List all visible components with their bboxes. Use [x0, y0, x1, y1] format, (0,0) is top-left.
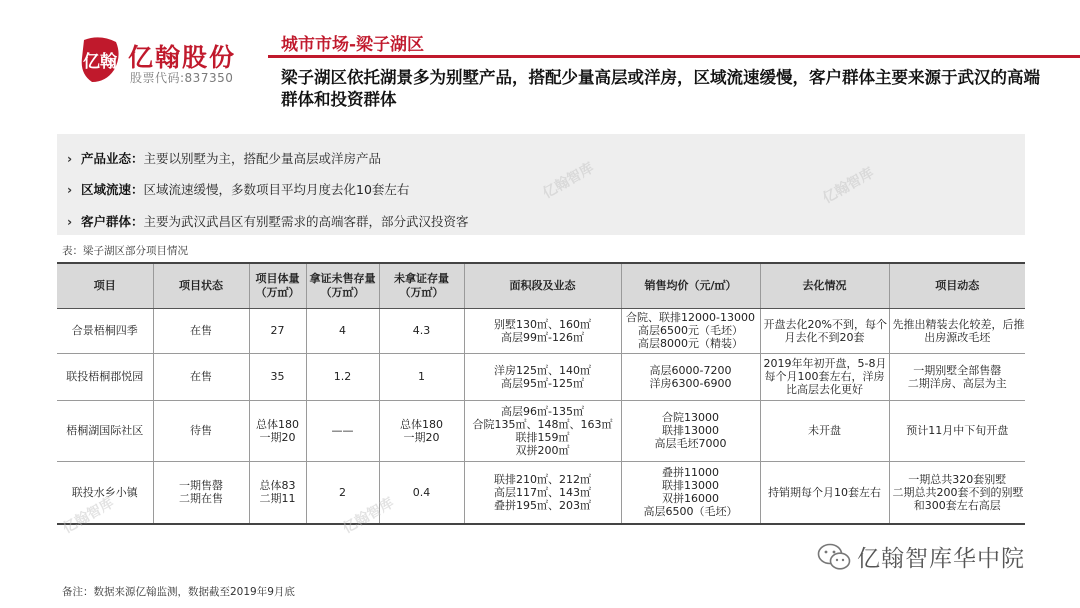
table-cell: [306, 308, 379, 353]
table-cell: [379, 400, 464, 461]
column-header: [379, 263, 464, 308]
summary-label: 区域流速：: [81, 182, 144, 197]
cell-text: 待售: [190, 424, 212, 437]
summary-item-product: [67, 149, 381, 167]
table-cell: [57, 461, 153, 524]
cell-text: 叠拼195㎡、203㎡: [494, 498, 591, 512]
wechat-account: [817, 540, 1025, 573]
table-cell: [621, 353, 760, 400]
cell-text: 别墅130㎡、160㎡: [494, 317, 591, 331]
cell-text: 和300套左右高层: [913, 498, 1001, 512]
cell-text: 开盘去化20%不到，每个: [763, 317, 887, 331]
watermark: 亿翰智库: [340, 494, 397, 537]
summary-item-flow: [67, 180, 409, 198]
cell-text: 二期洋房、高层为主: [907, 376, 1007, 390]
table-cell: [760, 461, 889, 524]
header-text: 去化情况: [802, 278, 847, 292]
table-cell: [153, 308, 249, 353]
watermark: 亿翰智库: [60, 494, 117, 537]
table-cell: [379, 353, 464, 400]
cell-text: 未开盘: [808, 424, 841, 437]
column-header: [621, 263, 760, 308]
cell-text: 在售: [190, 370, 212, 383]
logo-name: 亿翰股份: [128, 43, 237, 72]
cell-text: 高层8000元（精装）: [638, 337, 743, 350]
table-cell: [889, 461, 1025, 524]
table-cell: [153, 400, 249, 461]
table-cell: [621, 461, 760, 524]
table-cell: [249, 400, 306, 461]
cell-text: 合院135㎡、148㎡、163㎡: [472, 417, 613, 431]
cell-text: 高层毛坯7000: [654, 437, 727, 450]
cell-text: 35: [270, 370, 285, 383]
cell-text: 联排159㎡: [515, 430, 570, 444]
table-cell: [306, 353, 379, 400]
column-header: [306, 263, 379, 308]
cell-text: 每个月100套左右，洋房: [764, 370, 885, 383]
cell-text: 合院、联排12000-13000: [626, 311, 755, 324]
header-text: 未拿证存量: [394, 271, 449, 285]
cell-text: 二期11: [259, 492, 296, 506]
table-cell: [464, 461, 621, 524]
header-text: 拿证未售存量: [309, 271, 376, 285]
table-row: [57, 400, 1025, 461]
header-text: 项目状态: [179, 278, 223, 292]
table-cell: [889, 308, 1025, 353]
table-cell: [464, 353, 621, 400]
cell-text: 联排13000: [662, 479, 719, 493]
cell-text: 预计11月中下旬开盘: [906, 424, 1009, 437]
cell-text: 一期总共320套别墅: [908, 472, 1007, 486]
cell-text: 高层6000-7200: [649, 363, 732, 377]
footer-note: 备注：数据来源亿翰监测，数据截至2019年9月底: [62, 586, 295, 598]
cell-text: 联排210㎡、212㎡: [494, 472, 591, 486]
cell-text: 合景梧桐四季: [71, 324, 138, 337]
header-text: 销售均价（元/㎡）: [644, 278, 737, 292]
cell-text: 总体180: [400, 417, 443, 431]
table-cell: [57, 308, 153, 353]
table-cell: [153, 461, 249, 524]
wechat-icon: [817, 543, 851, 571]
column-header: [153, 263, 249, 308]
table-cell: [306, 461, 379, 524]
company-logo: [78, 36, 268, 86]
table-cell: [379, 461, 464, 524]
table-cell: [379, 308, 464, 353]
table-caption: 表：梁子湖区部分项目情况: [62, 245, 188, 257]
cell-text: 洋房125㎡、140㎡: [494, 363, 591, 377]
table-cell: [153, 353, 249, 400]
cell-text: 高层6500（毛坯）: [643, 505, 738, 519]
watermark: 亿翰智库: [820, 164, 877, 207]
table-cell: [889, 353, 1025, 400]
section-title: 城市市场-梁子湖区: [281, 35, 425, 55]
column-header: [464, 263, 621, 308]
cell-text: ——: [331, 424, 354, 437]
column-header: [889, 263, 1025, 308]
cell-text: 高层117㎡、143㎡: [494, 485, 591, 499]
summary-text: 主要以别墅为主，搭配少量高层或洋房产品: [143, 151, 382, 166]
cell-text: 联排13000: [662, 424, 719, 437]
cell-text: 合院13000: [662, 411, 719, 424]
column-header: [760, 263, 889, 308]
table-row: [57, 308, 1025, 353]
table-header-row: [57, 263, 1025, 308]
cell-text: 月去化不到20套: [784, 330, 865, 344]
cell-text: 在售: [190, 324, 212, 337]
summary-box: [57, 134, 1025, 235]
cell-text: 联投梧桐郡悦园: [66, 370, 144, 383]
column-header: [57, 263, 153, 308]
cell-text: 双拼16000: [662, 492, 719, 506]
summary-label: 产品业态：: [81, 151, 144, 166]
table-cell: [621, 400, 760, 461]
cell-text: 0.4: [412, 485, 431, 499]
cell-text: 洋房6300-6900: [649, 376, 732, 390]
summary-label: 客户群体：: [81, 214, 144, 229]
table-cell: [760, 308, 889, 353]
title-rule: [268, 55, 1080, 58]
table-row: [57, 353, 1025, 400]
header-text: 项目动态: [935, 278, 980, 292]
table-cell: [249, 308, 306, 353]
cell-text: 双拼200㎡: [515, 443, 570, 457]
table-cell: [249, 353, 306, 400]
cell-text: 出房源改毛坯: [924, 330, 991, 344]
cell-text: 4: [339, 324, 346, 337]
table-cell: [57, 400, 153, 461]
stock-code: 股票代码:837350: [130, 71, 234, 85]
summary-item-customer: [67, 212, 469, 230]
table-cell: [760, 353, 889, 400]
wechat-label: 亿翰智库华中院: [857, 546, 1025, 572]
cell-text: 联投水乡小镇: [71, 485, 138, 499]
cell-text: 梧桐湖国际社区: [66, 424, 144, 437]
cell-text: 2019年年初开盘，5-8月: [763, 357, 887, 370]
project-table: [57, 262, 1025, 525]
header-text: （万㎡）: [320, 285, 365, 299]
cell-text: 叠拼11000: [662, 466, 719, 480]
table-cell: [249, 461, 306, 524]
cell-text: 一期别墅全部售罄: [913, 363, 1002, 377]
cell-text: 总体83: [259, 479, 296, 493]
cell-text: 1: [418, 370, 425, 383]
summary-text: 区域流速缓慢，多数项目平均月度去化10套左右: [143, 182, 410, 197]
cell-text: 一期20: [259, 430, 296, 444]
table-cell: [621, 308, 760, 353]
cell-text: 先推出精装去化较差，后推: [892, 317, 1025, 331]
cell-text: 2: [339, 485, 346, 499]
table-cell: [464, 400, 621, 461]
cell-text: 1.2: [333, 370, 352, 383]
table-cell: [464, 308, 621, 353]
header-text: （万㎡）: [255, 285, 300, 299]
table-cell: [760, 400, 889, 461]
cell-text: 比高层去化更好: [786, 383, 863, 396]
cell-text: 二期总共200套不到的别墅: [892, 485, 1024, 499]
cell-text: 总体180: [256, 417, 299, 431]
logo-mark-icon: [78, 36, 122, 86]
cell-text: 高层95㎡-125㎡: [501, 376, 584, 390]
header-text: （万㎡）: [399, 285, 444, 299]
cell-text: 4.3: [412, 324, 431, 337]
table-cell: [306, 400, 379, 461]
column-header: [249, 263, 306, 308]
chevron-right-icon: ›: [67, 182, 73, 197]
header-text: 面积段及业态: [509, 278, 576, 292]
chevron-right-icon: ›: [67, 151, 73, 166]
cell-text: 高层99㎡-126㎡: [501, 330, 584, 344]
cell-text: 高层96㎡-135㎡: [501, 404, 584, 418]
cell-text: 一期售罄: [179, 479, 223, 493]
cell-text: 高层6500元（毛坯）: [638, 324, 743, 337]
headline: 梁子湖区依托湖景多为别墅产品，搭配少量高层或洋房，区域流速缓慢，客户群体主要来源于武汉的高端群体和投资群体: [281, 68, 1040, 109]
table-cell: [889, 400, 1025, 461]
header-text: 项目: [93, 278, 116, 292]
table-cell: [57, 353, 153, 400]
cell-text: 一期20: [403, 430, 440, 444]
summary-text: 主要为武汉武昌区有别墅需求的高端客群，部分武汉投资客: [143, 214, 469, 229]
cell-text: 27: [270, 324, 285, 337]
svg-text:亿翰: 亿翰: [83, 52, 117, 72]
cell-text: 二期在售: [179, 492, 223, 506]
table-row: [57, 461, 1025, 524]
cell-text: 持销期每个月10套左右: [768, 485, 881, 499]
header-text: 项目体量: [255, 271, 300, 285]
watermark: 亿翰智库: [540, 159, 597, 202]
chevron-right-icon: ›: [67, 214, 73, 229]
